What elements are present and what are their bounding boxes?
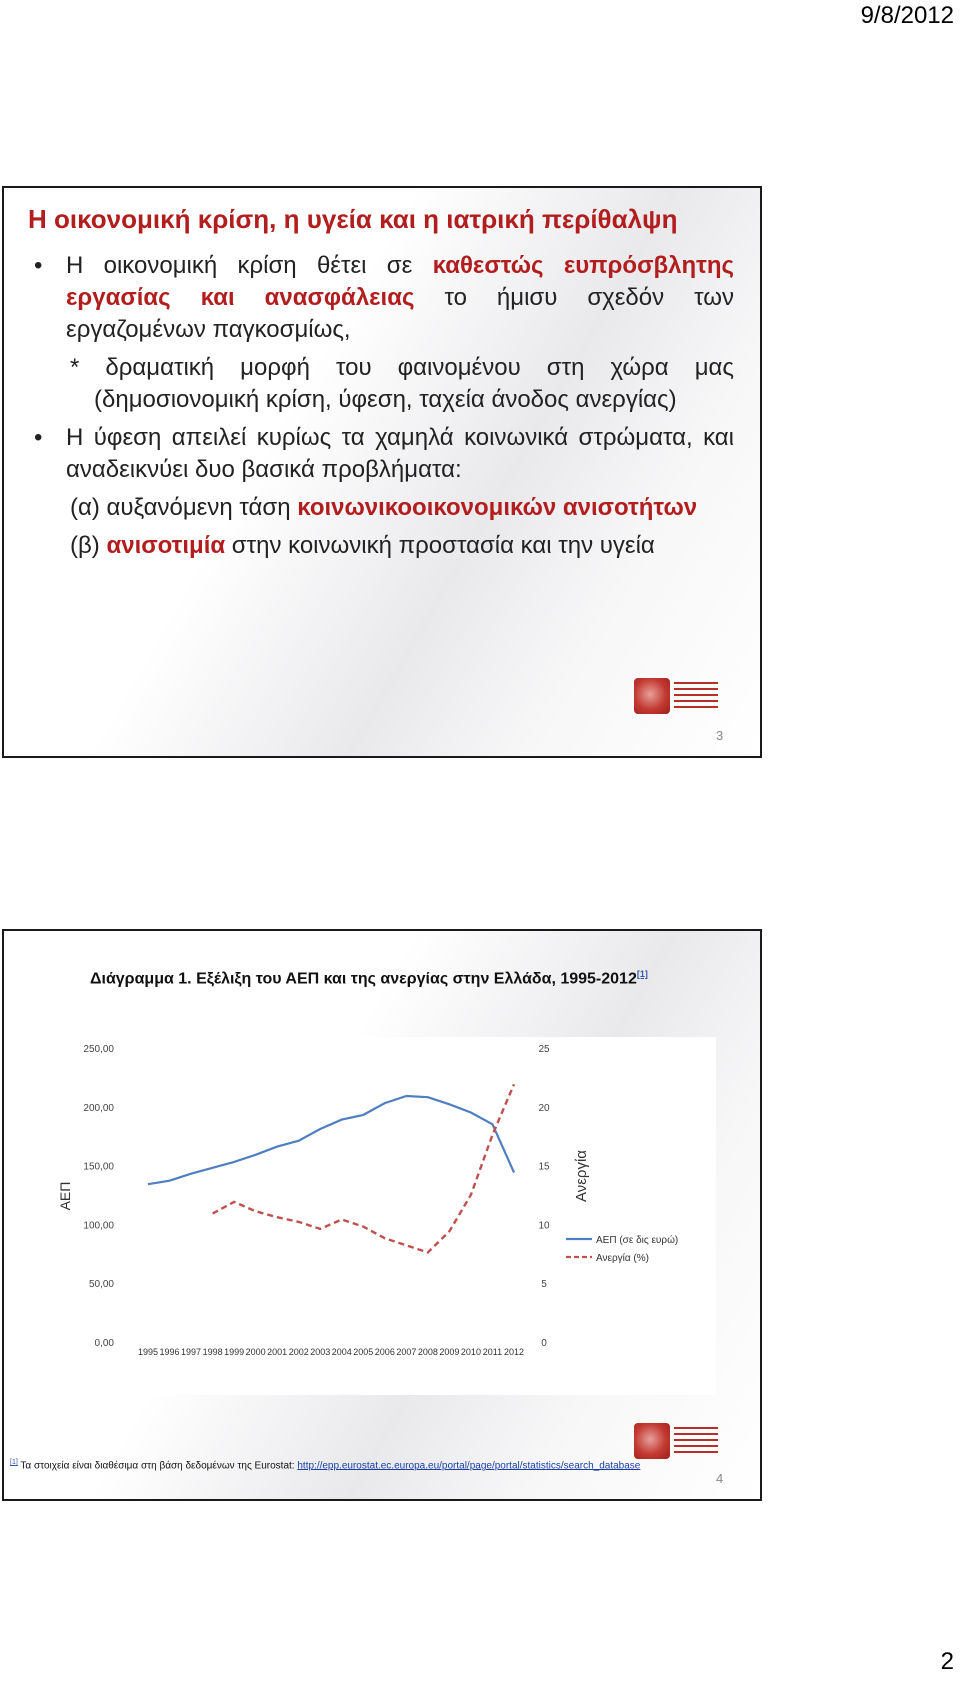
eurostat-link[interactable]: http://epp.eurostat.ec.europa.eu/portal/page/portal/statistics/search_database [297,1460,641,1472]
organization-logo [634,1423,718,1459]
logo-text-lines [674,1423,718,1459]
left-axis-tick: 50,00 [88,1279,114,1291]
bullet-1-text-b: το ήμισυ σχεδόν των εργαζομένων παγκοσμίως, [66,284,734,343]
right-axis-tick: 25 [538,1044,550,1055]
footnote-mark: [1] [10,1459,18,1466]
gdp-unemployment-chart [46,1037,716,1395]
bullet-2 [30,422,734,486]
caption-footnote-ref[interactable]: [1] [636,969,648,979]
footnote [10,1459,640,1471]
x-axis-tick: 2000 [245,1347,266,1357]
sub-point-a-highlight: κοινωνικοοικονομικών ανισοτήτων [297,494,698,521]
x-axis-tick: 1996 [159,1347,180,1357]
right-axis-tick: 10 [538,1220,550,1232]
bullet-2-text: Η ύφεση απειλεί κυρίως τα χαμηλά κοινωνικά στρώματα, και αναδεικνύει δυο βασικά προβλήματα: [66,424,734,483]
legend-label: ΑΕΠ (σε δις ευρώ) [596,1235,679,1246]
chart-container [46,1037,716,1395]
right-axis-tick: 15 [538,1161,550,1173]
sub-point-b-text-a: (β) [70,532,107,559]
left-axis-title: ΑΕΠ [57,1181,73,1211]
x-axis-tick: 1998 [202,1347,223,1357]
series-line-1 [213,1084,514,1252]
bullet-icon: • [34,424,43,451]
page-date: 9/8/2012 [860,2,954,29]
left-axis-tick: 200,00 [83,1102,114,1114]
x-axis-tick: 2002 [288,1347,309,1357]
x-axis-tick: 2006 [374,1347,395,1357]
organization-logo [634,678,718,714]
sub-point-b [30,530,734,562]
page-number: 2 [940,1648,954,1675]
footnote-text: Τα στοιχεία είναι διαθέσιμα στη βάση δεδομένων της Eurostat: [17,1460,298,1472]
slide-3 [2,186,762,758]
bullet-icon: • [34,252,43,279]
right-axis-tick: 0 [541,1338,547,1349]
logo-mark [634,678,670,714]
sub-point-b-text-b: στην κοινωνική προστασία και την υγεία [225,532,655,559]
slide-number: 3 [716,728,724,743]
sub-point-1: * δραματική μορφή του φαινομένου στη χώρα μας (δημοσιονομική κρίση, ύφεση, ταχεία άνοδος ανεργίας) [70,354,734,413]
sub-point-a-text: (α) αυξανόμενη τάση [70,494,298,521]
x-axis-tick: 2004 [331,1347,352,1357]
x-axis-tick: 1999 [224,1347,245,1357]
x-axis-tick: 2001 [267,1347,288,1357]
x-axis-tick: 2012 [503,1347,525,1357]
right-axis-tick: 5 [541,1279,547,1291]
x-axis-tick: 2007 [396,1347,417,1357]
series-line-0 [148,1096,514,1184]
bullet-1-text-a: Η οικονομική κρίση θέτει σε [66,252,433,279]
right-axis-title: Ανεργία [573,1150,590,1202]
left-axis-tick: 150,00 [83,1161,114,1173]
slide-title: Η οικονομική κρίση, η υγεία και η ιατρική περίθαλψη [28,204,678,234]
sub-point-b-highlight: ανισοτιμία [106,532,226,559]
x-axis-tick: 2010 [460,1347,481,1357]
x-axis-tick: 2008 [417,1347,438,1357]
x-axis-tick: 2011 [482,1347,503,1357]
left-axis-tick: 250,00 [83,1044,114,1055]
slide-number: 4 [716,1471,724,1486]
left-axis-tick: 100,00 [83,1220,114,1232]
x-axis-tick: 2003 [310,1347,331,1357]
bullet-1-highlight: καθεστώς ευπρόσβλητης εργασίας και ανασφάλειας [66,252,734,311]
chart-caption [90,969,648,988]
legend-label: Ανεργία (%) [596,1253,649,1264]
x-axis-tick: 1997 [181,1347,202,1357]
bullet-1 [30,250,734,346]
chart-caption-text: Διάγραμμα 1. Εξέλιξη του ΑΕΠ και της ανεργίας στην Ελλάδα, 1995-2012 [90,970,637,988]
right-axis-tick: 20 [538,1102,550,1114]
logo-text-lines [674,678,718,714]
sub-point-a [30,492,734,524]
x-axis-tick: 2009 [439,1347,460,1357]
slide-4 [2,929,762,1501]
slide-body [30,250,734,568]
x-axis-tick: 1995 [137,1347,159,1357]
x-axis-tick: 2005 [353,1347,374,1357]
left-axis-tick: 0,00 [94,1338,114,1349]
logo-mark [634,1423,670,1459]
